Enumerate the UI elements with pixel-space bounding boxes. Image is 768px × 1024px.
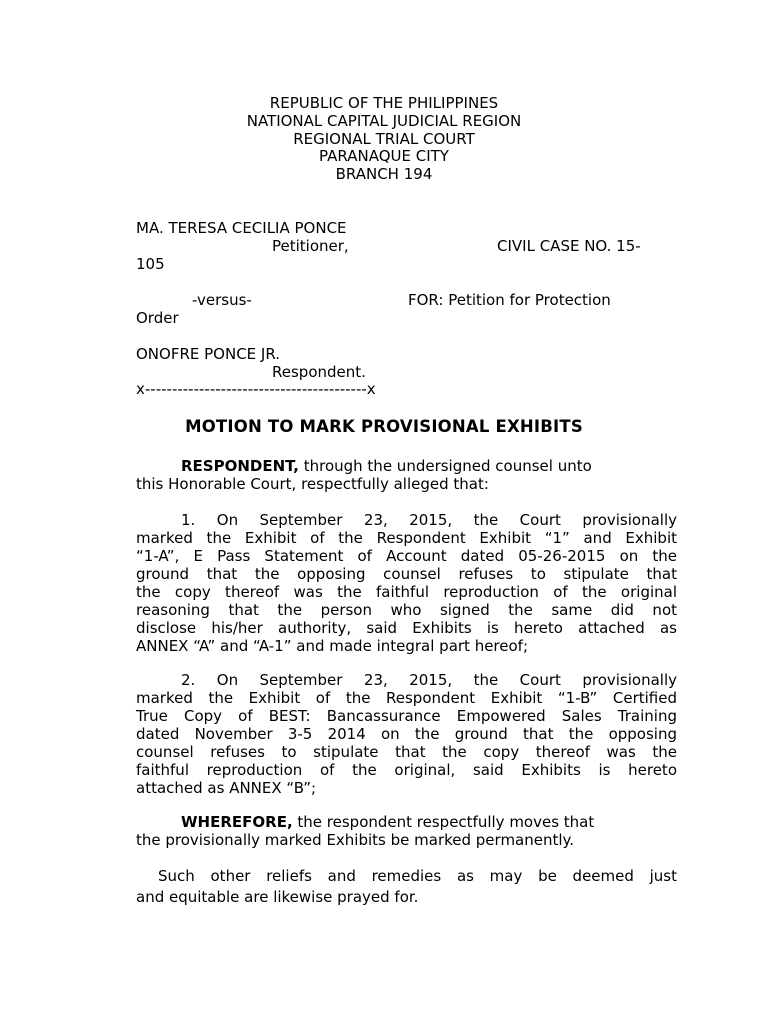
petitioner-role: Petitioner,	[272, 237, 349, 255]
para1-line: “1-A”, E Pass Statement of Account dated 05-26-2015 on the	[136, 547, 677, 565]
para1-line: disclose his/her authority, said Exhibits is hereto attached as	[136, 619, 677, 637]
para2-line: counsel refuses to stipulate that the copy thereof was the	[136, 743, 677, 761]
para1-line: the copy thereof was the faithful reproduction of the original	[136, 583, 677, 601]
para1-line: reasoning that the person who signed the same did not	[136, 601, 677, 619]
header-court: REGIONAL TRIAL COURT	[293, 130, 475, 148]
closing-line-2: and equitable are likewise prayed for.	[136, 888, 419, 906]
para1-line: 1. On September 23, 2015, the Court provisionally	[181, 511, 677, 529]
para1-line: marked the Exhibit of the Respondent Exhibit “1” and Exhibit	[136, 529, 677, 547]
case-number-continued: 105	[136, 255, 165, 273]
respondent-name: ONOFRE PONCE JR.	[136, 345, 281, 363]
document-title: MOTION TO MARK PROVISIONAL EXHIBITS	[185, 417, 583, 436]
prayer-line-2: the provisionally marked Exhibits be marked permanently.	[136, 831, 575, 849]
caption-separator: x-----------------------------------------x	[136, 380, 376, 398]
intro-line-1	[181, 457, 592, 475]
prayer-line-1	[181, 813, 594, 831]
case-nature-continued: Order	[136, 309, 179, 327]
para2-line: marked the Exhibit of the Respondent Exhibit “1-B” Certified	[136, 689, 677, 707]
case-nature: FOR: Petition for Protection	[408, 291, 611, 309]
prayer-lead: WHEREFORE,	[181, 813, 293, 831]
para2-line: 2. On September 23, 2015, the Court provisionally	[181, 671, 677, 689]
petitioner-name: MA. TERESA CECILIA PONCE	[136, 219, 347, 237]
para1-line: ANNEX “A” and “A-1” and made integral part hereof;	[136, 637, 529, 655]
case-number: CIVIL CASE NO. 15-	[497, 237, 641, 255]
intro-line-2: this Honorable Court, respectfully alleged that:	[136, 475, 489, 493]
versus-label: -versus-	[192, 291, 252, 309]
para2-line: True Copy of BEST: Bancassurance Empowered Sales Training	[136, 707, 677, 725]
para1-line: ground that the opposing counsel refuses to stipulate that	[136, 565, 677, 583]
para2-line: attached as ANNEX “B”;	[136, 779, 317, 797]
intro-lead: RESPONDENT,	[181, 457, 299, 475]
header-branch: BRANCH 194	[335, 165, 433, 183]
prayer-rest: the respondent respectfully moves that	[292, 813, 595, 831]
intro-rest: through the undersigned counsel unto	[298, 457, 592, 475]
header-region: NATIONAL CAPITAL JUDICIAL REGION	[246, 112, 522, 130]
closing-line-1: Such other reliefs and remedies as may be deemed just	[158, 867, 677, 885]
para2-line: dated November 3-5 2014 on the ground that the opposing	[136, 725, 677, 743]
para2-line: faithful reproduction of the original, said Exhibits is hereto	[136, 761, 677, 779]
respondent-role: Respondent.	[272, 363, 366, 381]
header-republic: REPUBLIC OF THE PHILIPPINES	[269, 94, 499, 112]
header-city: PARANAQUE CITY	[319, 147, 449, 165]
